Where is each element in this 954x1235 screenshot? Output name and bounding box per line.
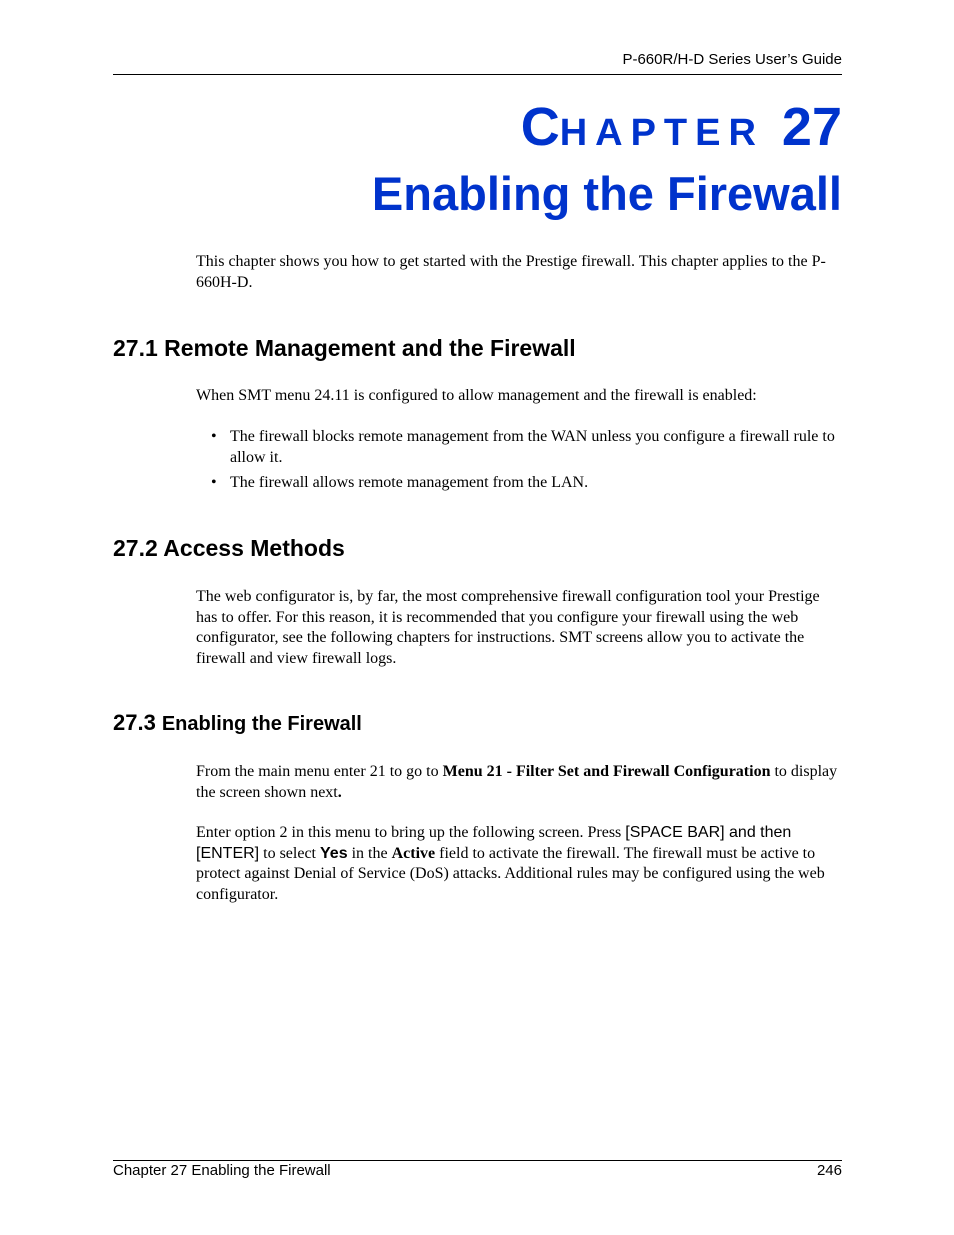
list-item-text: The firewall blocks remote management from the WAN unless you configure a firewall rule to allow it. — [230, 428, 835, 466]
section-heading-27-3 — [113, 710, 362, 736]
text-run: to select — [259, 844, 320, 862]
section-heading-27-1: 27.1 Remote Management and the Firewall — [113, 335, 576, 361]
section-3-title: Enabling the Firewall — [161, 713, 362, 735]
section-1-bullet-list — [211, 427, 843, 499]
key-sequence: [SPACE BAR] and then [ENTER] — [196, 824, 792, 862]
section-3-paragraph-1 — [196, 762, 844, 803]
chapter-label — [520, 97, 842, 157]
footer-chapter-title: Chapter 27 Enabling the Firewall — [113, 1162, 331, 1179]
list-item-text: The firewall allows remote management from the LAN. — [230, 474, 589, 491]
chapter-label-initial: C — [520, 97, 560, 157]
section-3-number: 27.3 — [113, 710, 156, 735]
running-header: P-660R/H-D Series User’s Guide — [622, 51, 842, 68]
intro-paragraph: This chapter shows you how to get started with the Prestige firewall. This chapter applies to the P-660H-D. — [196, 253, 826, 291]
page-number: 246 — [816, 1162, 842, 1179]
text-run: Enter option 2 in this menu to bring up the following screen. Press — [196, 824, 626, 841]
list-item — [211, 473, 843, 494]
text-run-period: . — [337, 783, 342, 801]
footer-rule — [113, 1160, 842, 1161]
chapter-title: Enabling the Firewall — [371, 167, 842, 220]
section-1-paragraph: When SMT menu 24.11 is configured to allow management and the firewall is enabled: — [196, 387, 757, 404]
text-run: in the — [347, 844, 392, 862]
text-run: From the main menu enter 21 to go to — [196, 763, 443, 780]
menu-reference: Menu 21 - Filter Set and Firewall Configuration — [442, 763, 771, 780]
field-active: Active — [391, 844, 436, 862]
section-2-paragraph: The web configurator is, by far, the most comprehensive firewall configuration tool your Prestige has to offer. For this reason, it is recommended that you configure your firewall using the web configurator, see the following chapters for instructions. SMT screens allow you to activate the firewall and view firewall logs. — [196, 588, 820, 667]
list-item — [211, 427, 843, 468]
text-run: to display the screen shown next — [196, 763, 838, 801]
text-run: field to activate the firewall. The firewall must be active to protect against Denial of Service (DoS) attacks. Additional rules may be configured using the web configurator. — [196, 844, 825, 903]
chapter-label-rest: HAPTER — [559, 112, 764, 154]
chapter-number: 27 — [781, 97, 842, 157]
section-heading-27-2: 27.2 Access Methods — [113, 535, 345, 561]
header-rule — [113, 74, 842, 75]
bullet-glyph: • — [211, 474, 217, 491]
option-yes: Yes — [320, 844, 348, 862]
section-3-paragraph-2 — [196, 823, 844, 905]
bullet-glyph: • — [211, 428, 217, 445]
